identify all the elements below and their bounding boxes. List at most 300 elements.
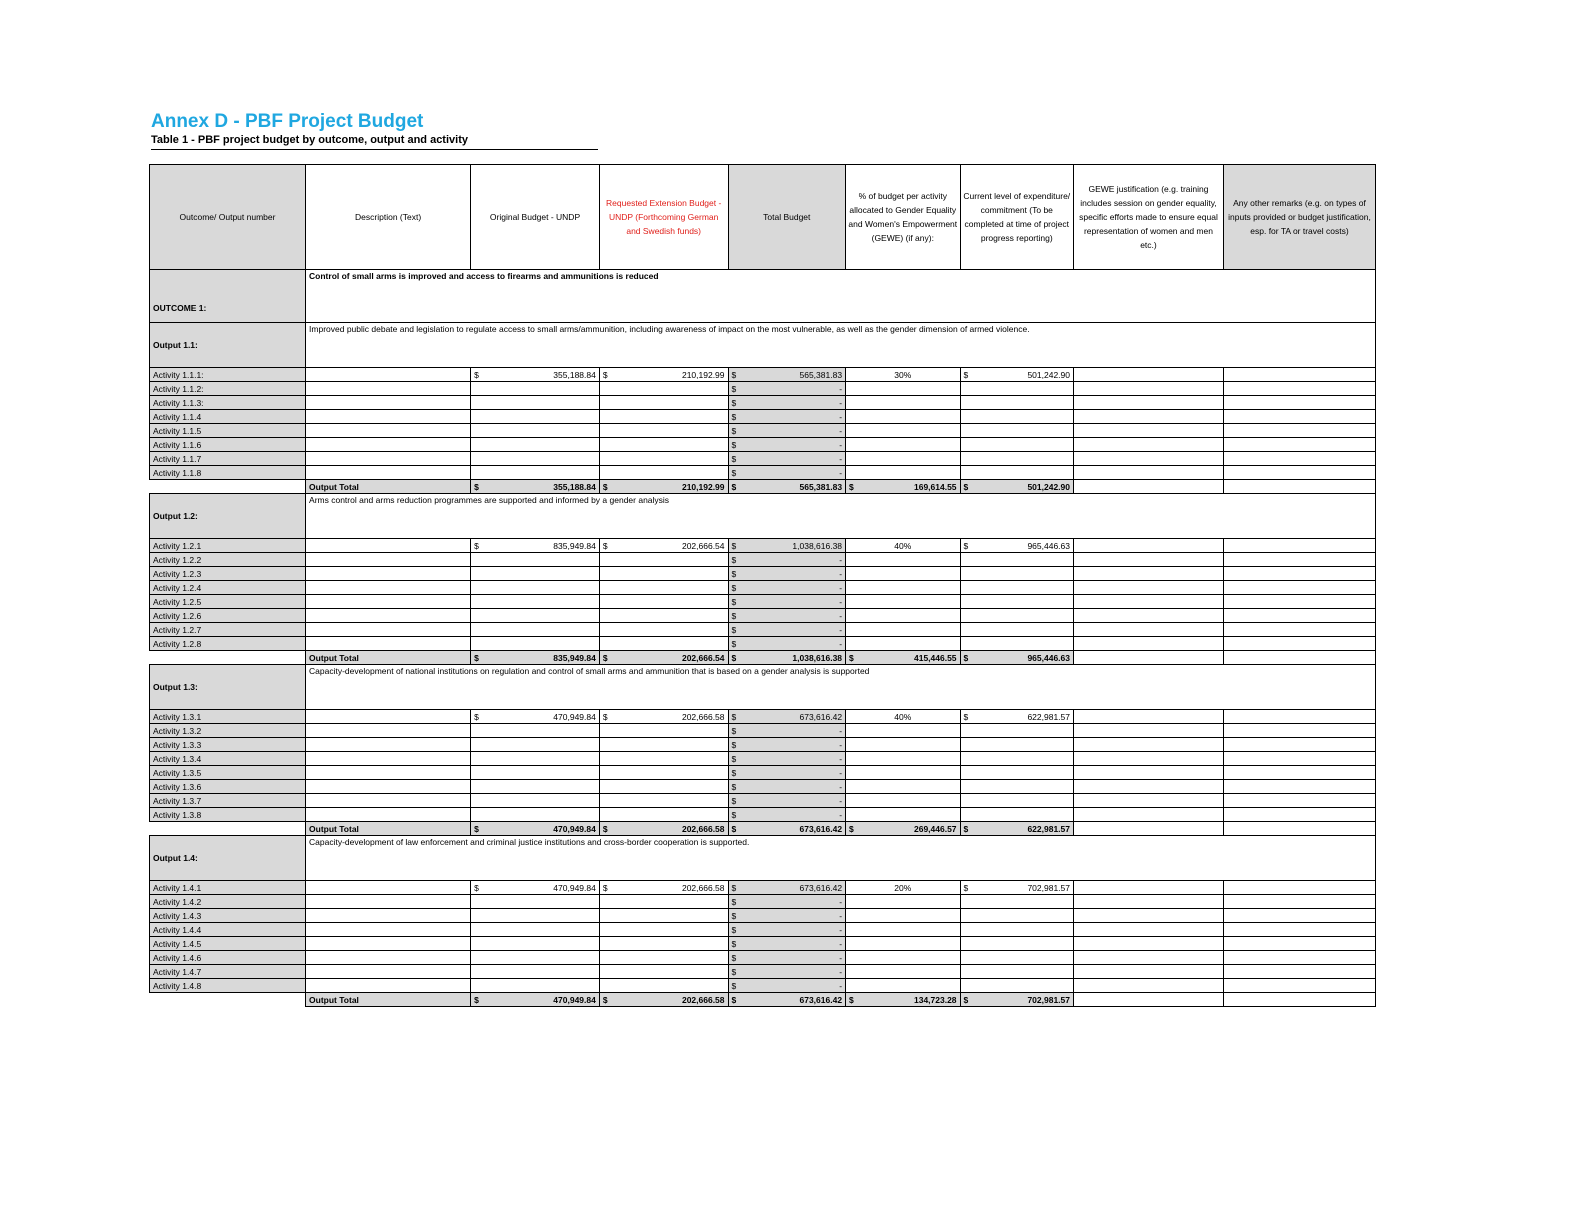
currency-symbol: $: [731, 882, 737, 893]
activity-current-level: [960, 965, 1073, 979]
total-gewe-amount-value: 169,614.55: [913, 481, 957, 492]
activity-description: [306, 808, 471, 822]
activity-extension-budget-wrap: [603, 540, 725, 552]
currency-symbol: $: [602, 994, 608, 1005]
activity-current-level: [960, 466, 1073, 480]
activity-total-budget-value: -: [839, 624, 843, 635]
activity-original-budget: [471, 637, 600, 651]
currency-symbol: $: [731, 966, 737, 977]
activity-gewe-pct: [846, 553, 960, 567]
activity-total-budget-value: -: [839, 966, 843, 977]
activity-row: [150, 738, 1376, 752]
activity-current-level-wrap: [964, 711, 1070, 723]
activity-row: [150, 794, 1376, 808]
activity-total-budget-wrap: [732, 638, 843, 650]
activity-label: Activity 1.3.7: [150, 794, 306, 808]
activity-row: [150, 382, 1376, 396]
activity-label: Activity 1.3.4: [150, 752, 306, 766]
currency-symbol: $: [731, 439, 737, 450]
activity-remarks: [1223, 609, 1375, 623]
activity-label: Activity 1.1.2:: [150, 382, 306, 396]
activity-gewe-pct: [846, 410, 960, 424]
currency-symbol: $: [731, 952, 737, 963]
activity-label: Activity 1.2.7: [150, 623, 306, 637]
activity-remarks: [1223, 452, 1375, 466]
activity-current-level: [960, 881, 1073, 895]
currency-symbol: $: [731, 540, 737, 551]
activity-gewe-pct: 30%: [846, 368, 960, 382]
currency-symbol: $: [731, 725, 737, 736]
activity-total-budget: [728, 710, 846, 724]
activity-extension-budget: [599, 895, 728, 909]
activity-row: [150, 752, 1376, 766]
activity-extension-budget: [599, 410, 728, 424]
currency-symbol: $: [474, 823, 479, 834]
activity-total-budget-wrap: [732, 554, 843, 566]
activity-extension-budget: [599, 609, 728, 623]
activity-label: Activity 1.4.3: [150, 909, 306, 923]
activity-total-budget: [728, 881, 846, 895]
activity-current-level: [960, 951, 1073, 965]
activity-gewe-justification: [1074, 710, 1224, 724]
total-remarks: [1223, 480, 1375, 494]
total-extension-budget-value: 202,666.58: [681, 823, 725, 834]
activity-extension-budget: [599, 794, 728, 808]
activity-total-budget: [728, 738, 846, 752]
activity-label: Activity 1.2.3: [150, 567, 306, 581]
currency-symbol: $: [963, 369, 969, 380]
activity-total-budget-wrap: [732, 467, 843, 479]
activity-original-budget: [471, 623, 600, 637]
activity-total-budget-value: -: [839, 910, 843, 921]
total-current-level-wrap: [964, 481, 1070, 493]
activity-total-budget-value: 673,616.42: [799, 711, 843, 722]
currency-symbol: $: [731, 753, 737, 764]
activity-description: [306, 553, 471, 567]
activity-total-budget-value: -: [839, 739, 843, 750]
currency-symbol: $: [731, 781, 737, 792]
activity-gewe-justification: [1074, 424, 1224, 438]
currency-symbol: $: [731, 369, 737, 380]
currency-symbol: $: [731, 397, 737, 408]
activity-total-budget-wrap: [732, 896, 843, 908]
activity-description: [306, 609, 471, 623]
activity-total-budget-value: -: [839, 781, 843, 792]
activity-original-budget: [471, 923, 600, 937]
currency-symbol: $: [731, 425, 737, 436]
activity-description: [306, 752, 471, 766]
total-current-level: [960, 822, 1073, 836]
activity-gewe-pct: [846, 595, 960, 609]
activity-original-budget: [471, 909, 600, 923]
activity-current-level: [960, 780, 1073, 794]
total-gewe-amount-wrap: [849, 481, 956, 493]
total-total-budget-wrap: [732, 823, 843, 835]
currency-symbol: $: [731, 453, 737, 464]
activity-row: [150, 368, 1376, 382]
activity-original-budget-wrap: [474, 882, 596, 894]
activity-gewe-justification: [1074, 609, 1224, 623]
currency-symbol: $: [731, 568, 737, 579]
currency-symbol: $: [963, 823, 969, 834]
currency-symbol: $: [474, 369, 479, 380]
total-gewe-amount: [846, 651, 960, 665]
activity-gewe-justification: [1074, 438, 1224, 452]
activity-total-budget-wrap: [732, 453, 843, 465]
activity-remarks: [1223, 553, 1375, 567]
activity-original-budget: [471, 724, 600, 738]
activity-gewe-justification: [1074, 581, 1224, 595]
currency-symbol: $: [474, 652, 479, 663]
activity-gewe-justification: [1074, 895, 1224, 909]
activity-row: [150, 979, 1376, 993]
activity-total-budget: [728, 539, 846, 553]
total-original-budget-value: 470,949.84: [553, 994, 596, 1005]
activity-current-level: [960, 724, 1073, 738]
activity-description: [306, 766, 471, 780]
activity-description: [306, 909, 471, 923]
activity-extension-budget: [599, 881, 728, 895]
activity-row: [150, 951, 1376, 965]
total-extension-budget-wrap: [603, 823, 725, 835]
output-total-spacer: [150, 651, 306, 665]
currency-symbol: $: [602, 540, 608, 551]
output-total-row: [150, 651, 1376, 665]
total-current-level: [960, 993, 1073, 1007]
activity-current-level: [960, 539, 1073, 553]
activity-total-budget-value: -: [839, 582, 843, 593]
activity-current-level: [960, 368, 1073, 382]
currency-symbol: $: [602, 481, 608, 492]
activity-gewe-justification: [1074, 553, 1224, 567]
header-gewe-pct: % of budget per activity allocated to Gender Equality and Women's Empowerment (GEWE) (if any):: [846, 165, 960, 270]
activity-extension-budget: [599, 581, 728, 595]
activity-extension-budget: [599, 567, 728, 581]
activity-extension-budget: [599, 965, 728, 979]
header-gewe-justification: GEWE justification (e.g. training includes session on gender equality, specific efforts made to ensure equal representation of women and men etc.): [1074, 165, 1224, 270]
output-total-label: Output Total: [306, 993, 471, 1007]
activity-remarks: [1223, 424, 1375, 438]
activity-gewe-justification: [1074, 752, 1224, 766]
activity-row: [150, 780, 1376, 794]
activity-total-budget-wrap: [732, 383, 843, 395]
total-current-level-value: 965,446.63: [1027, 652, 1070, 663]
activity-current-level-value: 622,981.57: [1027, 711, 1070, 722]
activity-gewe-justification: [1074, 808, 1224, 822]
currency-symbol: $: [731, 809, 737, 820]
currency-symbol: $: [474, 994, 479, 1005]
activity-remarks: [1223, 539, 1375, 553]
activity-description: [306, 895, 471, 909]
budget-table: [149, 164, 1376, 1007]
activity-total-budget-value: -: [839, 467, 843, 478]
activity-gewe-pct: [846, 637, 960, 651]
activity-extension-budget: [599, 553, 728, 567]
activity-total-budget-value: -: [839, 411, 843, 422]
activity-row: [150, 766, 1376, 780]
activity-extension-budget: [599, 951, 728, 965]
activity-label: Activity 1.2.2: [150, 553, 306, 567]
activity-total-budget: [728, 752, 846, 766]
total-total-budget: [728, 822, 846, 836]
activity-row: [150, 895, 1376, 909]
activity-gewe-justification: [1074, 794, 1224, 808]
activity-original-budget: [471, 738, 600, 752]
total-total-budget-value: 673,616.42: [799, 994, 843, 1005]
activity-row: [150, 637, 1376, 651]
activity-total-budget-wrap: [732, 952, 843, 964]
activity-row: [150, 724, 1376, 738]
activity-gewe-justification: [1074, 368, 1224, 382]
activity-description: [306, 637, 471, 651]
output-total-spacer: [150, 822, 306, 836]
activity-remarks: [1223, 937, 1375, 951]
total-total-budget: [728, 993, 846, 1007]
activity-label: Activity 1.1.1:: [150, 368, 306, 382]
total-total-budget-wrap: [732, 994, 843, 1006]
activity-current-level: [960, 979, 1073, 993]
activity-description: [306, 368, 471, 382]
activity-extension-budget: [599, 438, 728, 452]
total-current-level: [960, 480, 1073, 494]
total-extension-budget-wrap: [603, 652, 725, 664]
activity-total-budget: [728, 951, 846, 965]
output-description: Improved public debate and legislation to regulate access to small arms/ammunition, including awareness of impact on the most vulnerable, as well as the gender dimension of armed violence.: [306, 323, 1376, 368]
activity-total-budget-wrap: [732, 439, 843, 451]
activity-extension-budget: [599, 923, 728, 937]
activity-row: [150, 553, 1376, 567]
activity-total-budget: [728, 965, 846, 979]
output-total-spacer: [150, 993, 306, 1007]
outcome-label: OUTCOME 1:: [150, 270, 306, 323]
activity-extension-budget: [599, 424, 728, 438]
output-row: [150, 494, 1376, 539]
activity-current-level: [960, 895, 1073, 909]
total-extension-budget-value: 210,192.99: [681, 481, 725, 492]
currency-symbol: $: [474, 882, 479, 893]
activity-label: Activity 1.1.5: [150, 424, 306, 438]
activity-total-budget-wrap: [732, 781, 843, 793]
activity-gewe-justification: [1074, 979, 1224, 993]
activity-original-budget: [471, 881, 600, 895]
output-total-row: [150, 993, 1376, 1007]
activity-remarks: [1223, 623, 1375, 637]
activity-extension-budget: [599, 738, 728, 752]
activity-current-level: [960, 623, 1073, 637]
activity-current-level: [960, 581, 1073, 595]
activity-label: Activity 1.4.2: [150, 895, 306, 909]
total-current-level: [960, 651, 1073, 665]
total-gewe-amount-value: 134,723.28: [913, 994, 957, 1005]
activity-total-budget-wrap: [732, 610, 843, 622]
activity-remarks: [1223, 438, 1375, 452]
total-gewe-amount: [846, 993, 960, 1007]
title-block: [151, 111, 598, 150]
total-current-level-value: 622,981.57: [1027, 823, 1070, 834]
activity-current-level: [960, 937, 1073, 951]
total-gewe-amount-wrap: [849, 823, 956, 835]
activity-total-budget-wrap: [732, 980, 843, 992]
activity-gewe-pct: [846, 923, 960, 937]
activity-total-budget-wrap: [732, 753, 843, 765]
activity-total-budget: [728, 808, 846, 822]
activity-extension-budget: [599, 623, 728, 637]
activity-current-level-wrap: [964, 540, 1070, 552]
activity-gewe-pct: [846, 438, 960, 452]
activity-label: Activity 1.1.8: [150, 466, 306, 480]
activity-total-budget-value: -: [839, 383, 843, 394]
activity-total-budget: [728, 581, 846, 595]
outcome-row: [150, 270, 1376, 323]
activity-extension-budget-wrap: [603, 369, 725, 381]
activity-gewe-pct: [846, 738, 960, 752]
output-total-row: [150, 822, 1376, 836]
activity-total-budget-value: -: [839, 924, 843, 935]
currency-symbol: $: [849, 481, 854, 492]
activity-current-level: [960, 396, 1073, 410]
activity-total-budget: [728, 553, 846, 567]
activity-remarks: [1223, 382, 1375, 396]
activity-total-budget: [728, 410, 846, 424]
activity-total-budget: [728, 923, 846, 937]
activity-original-budget: [471, 396, 600, 410]
activity-label: Activity 1.3.6: [150, 780, 306, 794]
total-current-level-value: 501,242.90: [1027, 481, 1070, 492]
currency-symbol: $: [731, 624, 737, 635]
activity-description: [306, 881, 471, 895]
page-subtitle: Table 1 - PBF project budget by outcome, output and activity: [151, 133, 598, 150]
activity-extension-budget: [599, 382, 728, 396]
total-extension-budget: [599, 651, 728, 665]
activity-extension-budget: [599, 539, 728, 553]
activity-total-budget-wrap: [732, 795, 843, 807]
activity-current-level: [960, 752, 1073, 766]
activity-gewe-pct: [846, 794, 960, 808]
activity-description: [306, 382, 471, 396]
activity-remarks: [1223, 368, 1375, 382]
activity-original-budget: [471, 368, 600, 382]
activity-extension-budget: [599, 452, 728, 466]
total-original-budget: [471, 822, 600, 836]
activity-current-level: [960, 794, 1073, 808]
activity-total-budget: [728, 595, 846, 609]
header-remarks: Any other remarks (e.g. on types of inputs provided or budget justification, esp. for TA or travel costs): [1223, 165, 1375, 270]
output-total-label: Output Total: [306, 480, 471, 494]
activity-total-budget-value: -: [839, 980, 843, 991]
activity-gewe-justification: [1074, 738, 1224, 752]
activity-total-budget: [728, 466, 846, 480]
activity-gewe-justification: [1074, 623, 1224, 637]
activity-total-budget-value: -: [839, 725, 843, 736]
activity-extension-budget: [599, 780, 728, 794]
activity-row: [150, 424, 1376, 438]
activity-extension-budget: [599, 766, 728, 780]
activity-label: Activity 1.2.5: [150, 595, 306, 609]
activity-remarks: [1223, 794, 1375, 808]
activity-gewe-justification: [1074, 452, 1224, 466]
activity-extension-budget: [599, 396, 728, 410]
activity-total-budget: [728, 979, 846, 993]
activity-total-budget-wrap: [732, 411, 843, 423]
activity-total-budget-wrap: [732, 397, 843, 409]
activity-row: [150, 410, 1376, 424]
activity-original-budget: [471, 794, 600, 808]
currency-symbol: $: [731, 980, 737, 991]
header-outcome-output-number: Outcome/ Output number: [150, 165, 306, 270]
activity-label: Activity 1.4.4: [150, 923, 306, 937]
activity-label: Activity 1.3.5: [150, 766, 306, 780]
activity-current-level: [960, 710, 1073, 724]
currency-symbol: $: [963, 711, 969, 722]
activity-gewe-justification: [1074, 724, 1224, 738]
activity-extension-budget-value: 202,666.58: [681, 711, 725, 722]
activity-remarks: [1223, 581, 1375, 595]
activity-extension-budget-value: 210,192.99: [681, 369, 725, 380]
activity-current-level: [960, 923, 1073, 937]
activity-description: [306, 595, 471, 609]
activity-gewe-pct: [846, 567, 960, 581]
activity-original-budget: [471, 595, 600, 609]
activity-label: Activity 1.1.3:: [150, 396, 306, 410]
activity-current-level: [960, 553, 1073, 567]
activity-extension-budget-value: 202,666.58: [681, 882, 725, 893]
activity-extension-budget-value: 202,666.54: [681, 540, 725, 551]
currency-symbol: $: [731, 411, 737, 422]
currency-symbol: $: [731, 739, 737, 750]
activity-row: [150, 466, 1376, 480]
activity-total-budget: [728, 766, 846, 780]
header-total-budget: Total Budget: [728, 165, 846, 270]
activity-original-budget: [471, 410, 600, 424]
currency-symbol: $: [474, 711, 479, 722]
activity-gewe-justification: [1074, 466, 1224, 480]
activity-row: [150, 452, 1376, 466]
activity-gewe-justification: [1074, 595, 1224, 609]
currency-symbol: $: [731, 767, 737, 778]
activity-total-budget-wrap: [732, 767, 843, 779]
activity-gewe-justification: [1074, 965, 1224, 979]
activity-remarks: [1223, 710, 1375, 724]
activity-extension-budget: [599, 752, 728, 766]
activity-remarks: [1223, 923, 1375, 937]
activity-label: Activity 1.3.3: [150, 738, 306, 752]
total-original-budget-wrap: [474, 823, 596, 835]
activity-total-budget-value: -: [839, 896, 843, 907]
activity-label: Activity 1.4.6: [150, 951, 306, 965]
activity-gewe-justification: [1074, 539, 1224, 553]
total-current-level-value: 702,981.57: [1027, 994, 1070, 1005]
currency-symbol: $: [963, 882, 969, 893]
activity-gewe-pct: 40%: [846, 539, 960, 553]
activity-original-budget: [471, 539, 600, 553]
activity-current-level: [960, 766, 1073, 780]
activity-original-budget: [471, 567, 600, 581]
total-remarks: [1223, 651, 1375, 665]
currency-symbol: $: [602, 882, 608, 893]
activity-label: Activity 1.2.6: [150, 609, 306, 623]
activity-extension-budget: [599, 368, 728, 382]
activity-total-budget: [728, 637, 846, 651]
activity-current-level: [960, 382, 1073, 396]
total-original-budget-wrap: [474, 652, 596, 664]
currency-symbol: $: [849, 823, 854, 834]
activity-total-budget: [728, 780, 846, 794]
activity-gewe-pct: [846, 808, 960, 822]
activity-remarks: [1223, 396, 1375, 410]
activity-extension-budget: [599, 637, 728, 651]
activity-total-budget-value: -: [839, 638, 843, 649]
activity-gewe-pct: 20%: [846, 881, 960, 895]
